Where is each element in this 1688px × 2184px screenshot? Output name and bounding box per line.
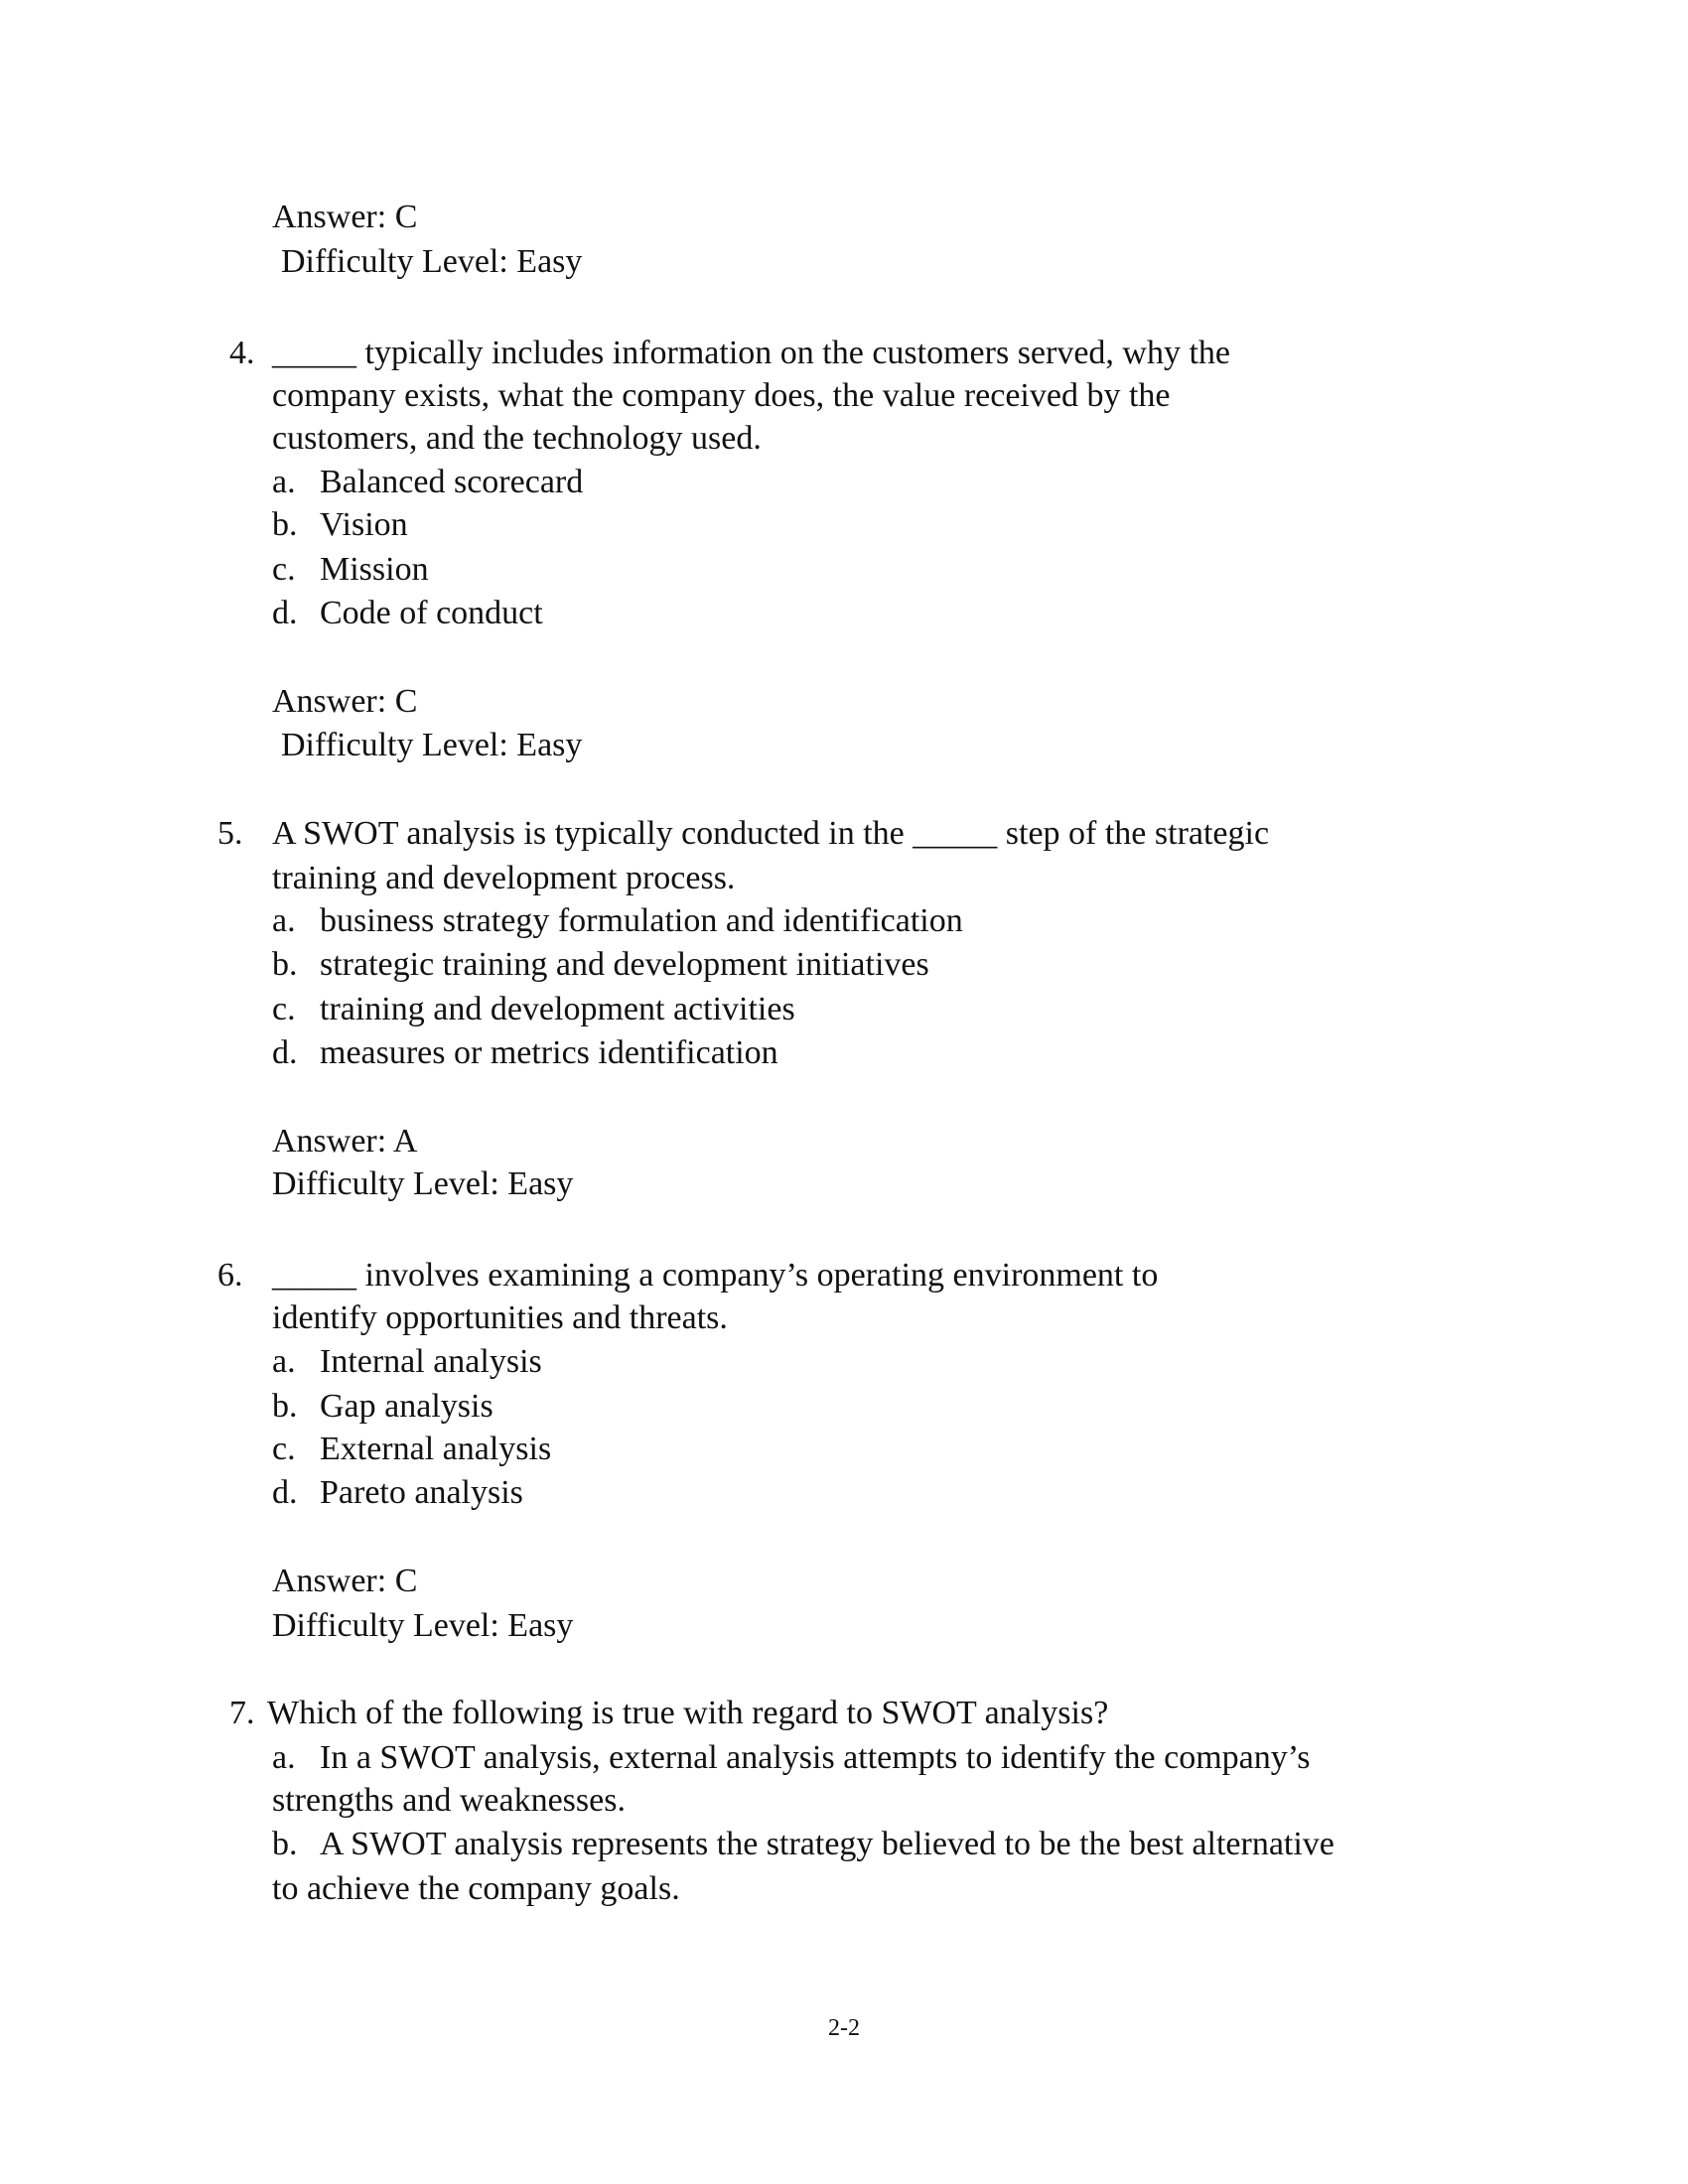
option-letter: a. <box>272 1343 296 1380</box>
option-text: Balanced scorecard <box>320 464 584 500</box>
question-text: customers, and the technology used. <box>272 420 762 457</box>
answer: Answer: C <box>272 1563 418 1599</box>
option-letter: d. <box>272 1474 298 1511</box>
option-letter: a. <box>272 1739 296 1776</box>
option-text: Vision <box>320 506 408 543</box>
page-number: 2-2 <box>828 2015 860 2041</box>
option-text: Pareto analysis <box>320 1474 523 1511</box>
question-text: _____ involves examining a company’s operating environment to <box>272 1257 1159 1294</box>
difficulty: Difficulty Level: Easy <box>272 1165 574 1202</box>
answer: Answer: C <box>272 683 418 720</box>
option-letter: c. <box>272 551 296 588</box>
question-number: 7. <box>229 1695 255 1731</box>
option-letter: b. <box>272 506 298 543</box>
prev-difficulty: Difficulty Level: Easy <box>281 243 583 280</box>
answer: Answer: A <box>272 1123 418 1160</box>
option-text: A SWOT analysis represents the strategy believed to be the best alternative <box>320 1826 1335 1862</box>
difficulty: Difficulty Level: Easy <box>272 1607 574 1644</box>
option-text: business strategy formulation and identification <box>320 902 963 939</box>
option-text-continued: strengths and weaknesses. <box>272 1782 626 1819</box>
option-text: Internal analysis <box>320 1343 542 1380</box>
option-text: Mission <box>320 551 429 588</box>
question-text: _____ typically includes information on the customers served, why the <box>272 335 1231 371</box>
option-letter: d. <box>272 1034 298 1071</box>
question-text: identify opportunities and threats. <box>272 1299 728 1336</box>
option-text: In a SWOT analysis, external analysis attempts to identify the company’s <box>320 1739 1311 1776</box>
question-number: 4. <box>229 335 255 371</box>
option-letter: c. <box>272 1431 296 1467</box>
option-letter: a. <box>272 464 296 500</box>
option-letter: c. <box>272 991 296 1027</box>
option-text: strategic training and development initiatives <box>320 946 929 983</box>
option-text: training and development activities <box>320 991 795 1027</box>
question-text: Which of the following is true with regard to SWOT analysis? <box>267 1695 1109 1731</box>
question-text: company exists, what the company does, the value received by the <box>272 377 1171 414</box>
option-letter: b. <box>272 946 298 983</box>
option-text: External analysis <box>320 1431 552 1467</box>
difficulty: Difficulty Level: Easy <box>281 727 583 763</box>
option-letter: b. <box>272 1826 298 1862</box>
option-letter: d. <box>272 595 298 631</box>
question-number: 5. <box>217 815 243 852</box>
option-text: Gap analysis <box>320 1388 493 1425</box>
prev-answer: Answer: C <box>272 199 418 235</box>
question-number: 6. <box>217 1257 243 1294</box>
option-text: measures or metrics identification <box>320 1034 778 1071</box>
option-letter: a. <box>272 902 296 939</box>
option-letter: b. <box>272 1388 298 1425</box>
option-text-continued: to achieve the company goals. <box>272 1870 680 1907</box>
question-text: training and development process. <box>272 860 736 896</box>
question-text: A SWOT analysis is typically conducted in the _____ step of the strategic <box>272 815 1270 852</box>
option-text: Code of conduct <box>320 595 543 631</box>
